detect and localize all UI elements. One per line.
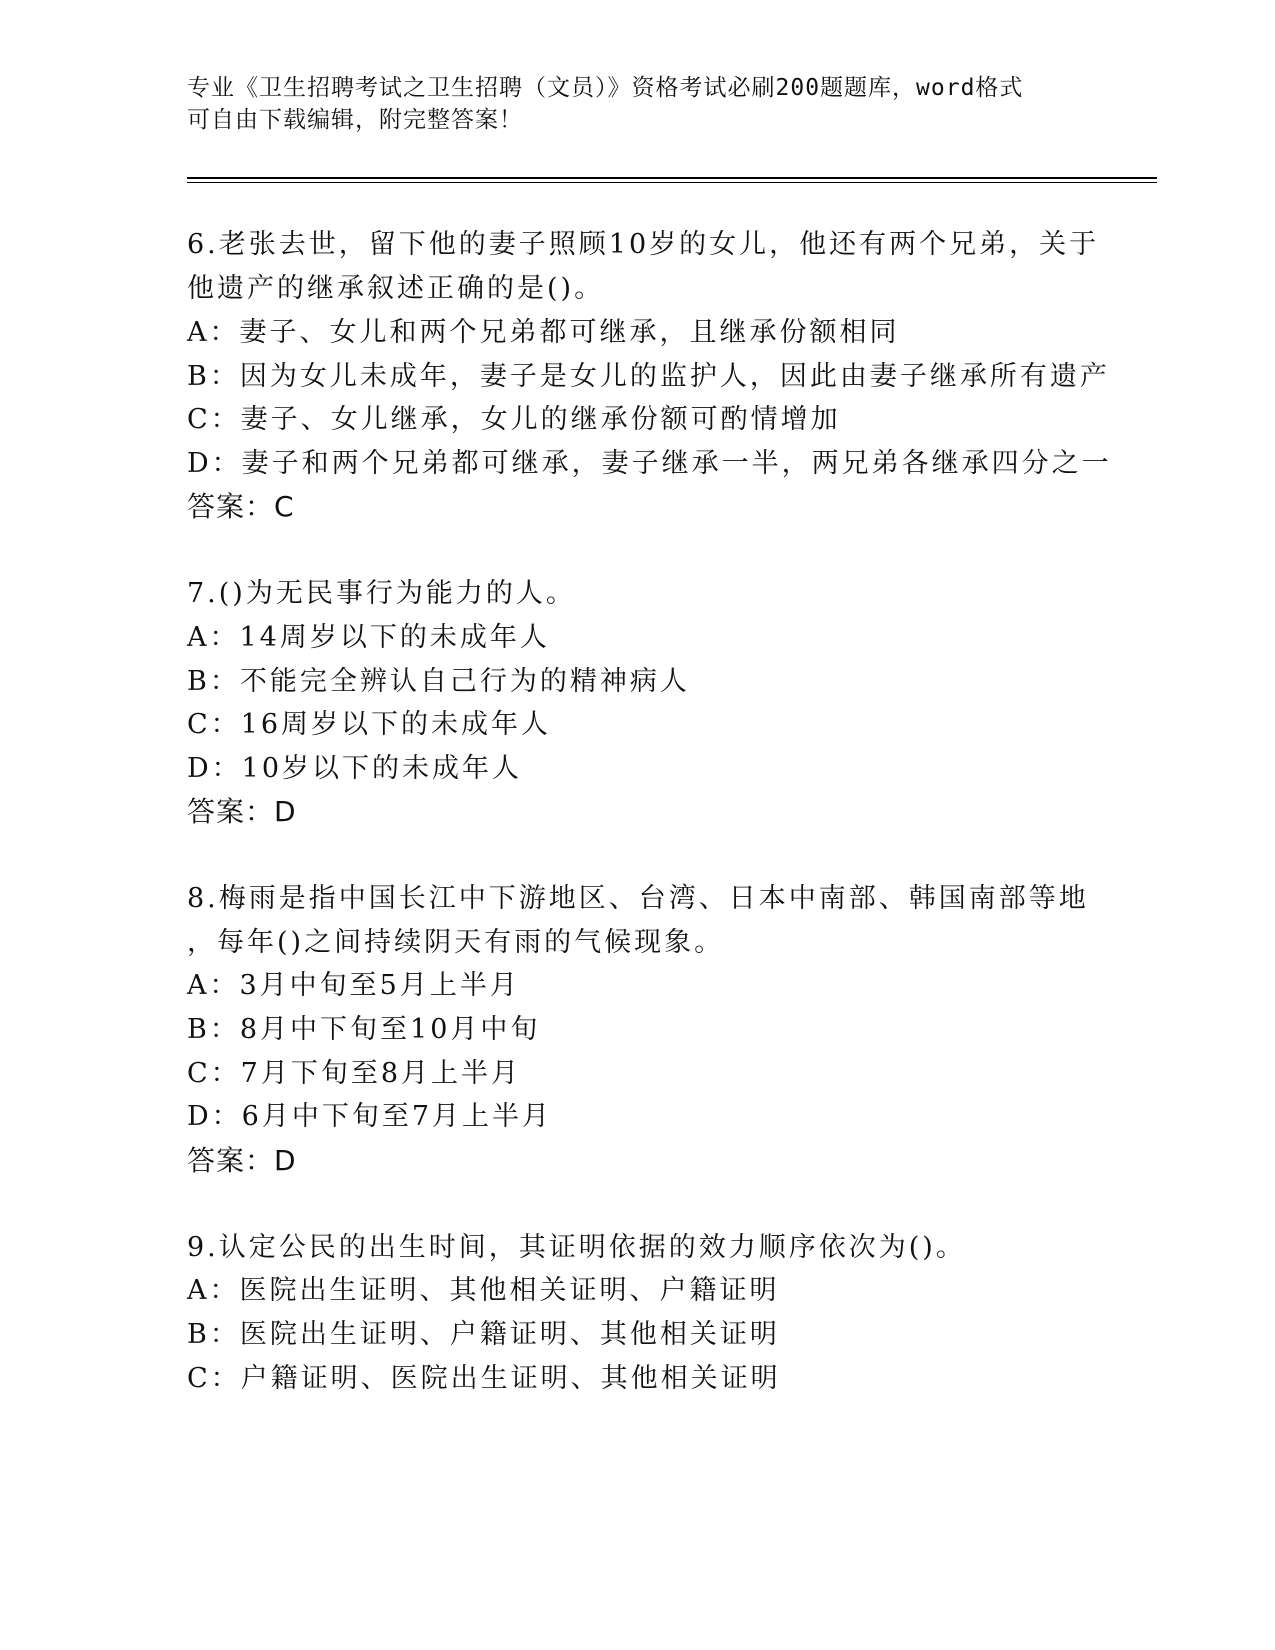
question-9-option-c: C：户籍证明、医院出生证明、其他相关证明: [187, 1363, 781, 1394]
question-8-stem-line-1: 8.梅雨是指中国长江中下游地区、台湾、日本中南部、韩国南部等地: [187, 883, 1089, 914]
question-9-option-a: A：医院出生证明、其他相关证明、户籍证明: [187, 1275, 780, 1306]
question-6-stem-line-2: 他遗产的继承叙述正确的是()。: [187, 273, 605, 304]
question-6-option-c: C：妻子、女儿继承，女儿的继承份额可酌情增加: [187, 404, 841, 435]
question-6-answer: 答案：C: [187, 490, 295, 523]
header-line-1: 专业《卫生招聘考试之卫生招聘（文员）》资格考试必刷200题题库，word格式: [187, 75, 1024, 101]
question-8-option-a: A：3月中旬至5月上半月: [187, 970, 520, 1001]
question-6-option-a: A：妻子、女儿和两个兄弟都可继承，且继承份额相同: [187, 317, 900, 348]
question-8-option-c: C：7月下旬至8月上半月: [187, 1058, 522, 1089]
question-7-answer: 答案：D: [187, 795, 297, 828]
question-8-stem-line-2: ，每年()之间持续阴天有雨的气候现象。: [187, 927, 725, 958]
header-line-2: 可自由下载编辑，附完整答案！: [187, 107, 523, 133]
question-9-stem: 9.认定公民的出生时间，其证明依据的效力顺序依次为()。: [187, 1232, 966, 1263]
question-7-option-b: B：不能完全辨认自己行为的精神病人: [187, 666, 690, 697]
header-divider-thick: [187, 177, 1157, 179]
question-8-option-d: D：6月中下旬至7月上半月: [187, 1101, 553, 1132]
document-header: [187, 72, 1097, 136]
question-6-option-b: B：因为女儿未成年，妻子是女儿的监护人，因此由妻子继承所有遗产: [187, 361, 1110, 392]
question-8-answer: 答案：D: [187, 1144, 297, 1177]
question-7-option-c: C：16周岁以下的未成年人: [187, 709, 552, 740]
question-6-stem-line-1: 6.老张去世，留下他的妻子照顾10岁的女儿，他还有两个兄弟，关于: [187, 229, 1100, 260]
question-6-option-d: D：妻子和两个兄弟都可继承，妻子继承一半，两兄弟各继承四分之一: [187, 448, 1112, 479]
question-8-option-b: B：8月中下旬至10月中旬: [187, 1014, 541, 1045]
question-9-option-b: B：医院出生证明、户籍证明、其他相关证明: [187, 1319, 780, 1350]
question-7-option-a: A：14周岁以下的未成年人: [187, 622, 550, 653]
question-7-stem: 7.()为无民事行为能力的人。: [187, 578, 576, 609]
header-divider-thin: [187, 182, 1157, 183]
question-7-option-d: D：10岁以下的未成年人: [187, 753, 523, 784]
